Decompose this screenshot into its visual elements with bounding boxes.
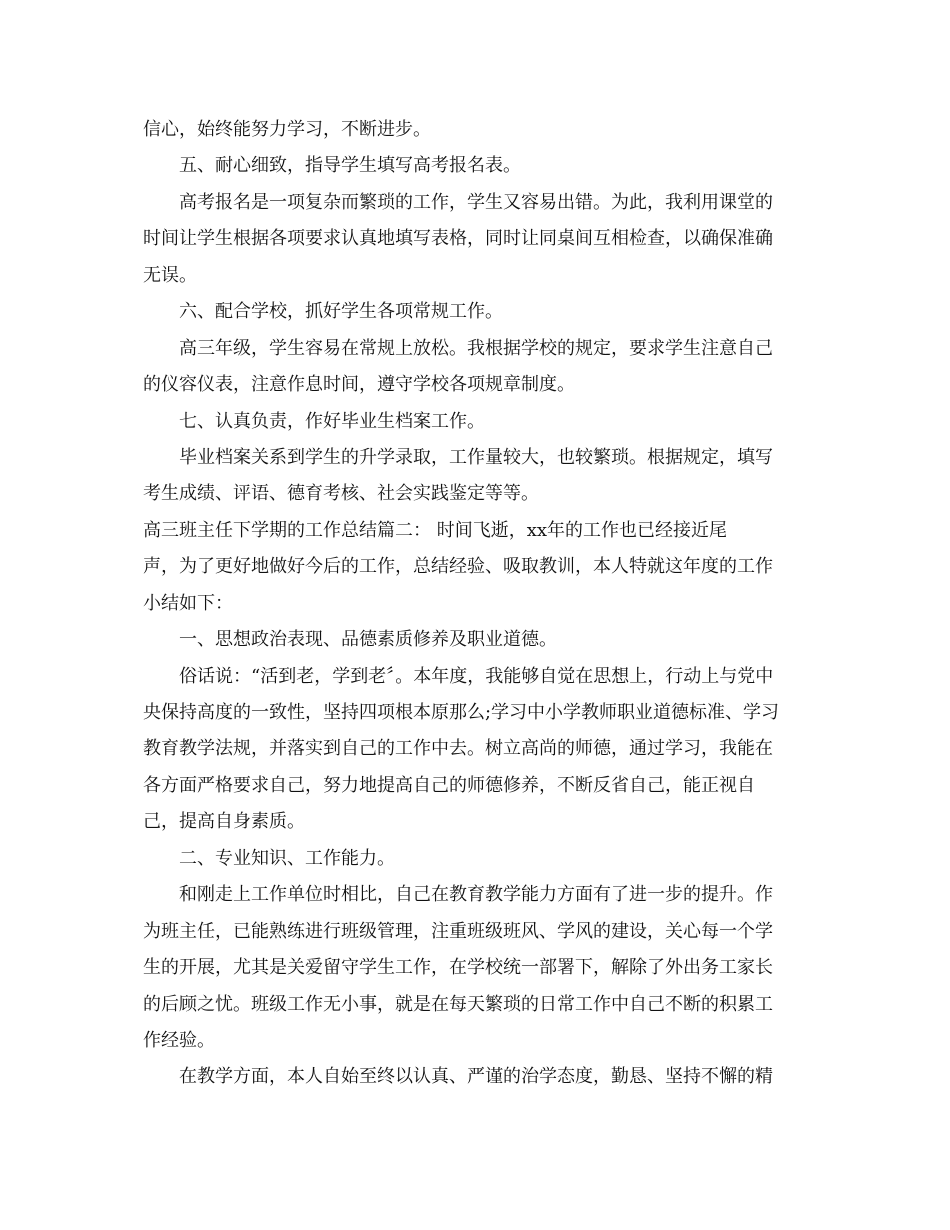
text-line: 作经验。: [143, 1029, 215, 1051]
text-line: 二、专业知识、工作能力。: [179, 847, 395, 869]
text-line: 在教学方面，本人自始至终以认真、严谨的治学态度，勤恳、坚持不懈的精: [179, 1066, 773, 1088]
text-line: 和刚走上工作单位时相比，自己在教育教学能力方面有了进一步的提升。作: [179, 884, 773, 906]
text-line: 高三班主任下学期的工作总结篇二： 时间飞逝，xx年的工作也已经接近尾: [143, 519, 728, 541]
text-line: 为班主任，已能熟练进行班级管理，注重班级班风、学风的建设，关心每一个学: [143, 920, 773, 942]
text-line: 一、思想政治表现、品德素质修养及职业道德。: [179, 629, 557, 651]
text-line: 五、耐心细致，指导学生填写高考报名表。: [179, 155, 521, 177]
text-line: 声，为了更好地做好今后的工作，总结经验、吸取教训，本人特就这年度的工作: [143, 556, 773, 578]
text-line: 无误。: [143, 264, 197, 286]
text-line: 高考报名是一项复杂而繁琐的工作，学生又容易出错。为此，我利用课堂的: [179, 191, 773, 213]
text-line: 生的开展，尤其是关爱留守学生工作，在学校统一部署下，解除了外出务工家长: [143, 957, 773, 979]
text-line: 考生成绩、评语、德育考核、社会实践鉴定等等。: [143, 483, 539, 505]
text-line: 时间让学生根据各项要求认真地填写表格，同时让同桌间互相检查，以确保准确: [143, 228, 773, 250]
text-line: 教育教学法规，并落实到自己的工作中去。树立高尚的师德，通过学习，我能在: [143, 738, 773, 760]
text-line: 七、认真负责，作好毕业生档案工作。: [179, 410, 485, 432]
text-line: 己，提高自身素质。: [143, 811, 305, 833]
text-line: 六、配合学校，抓好学生各项常规工作。: [179, 301, 503, 323]
text-line: 各方面严格要求自己，努力地提高自己的师德修养，不断反省自己，能正视自: [143, 774, 755, 796]
document-body: [143, 112, 811, 1096]
text-line: 信心，始终能努力学习，不断进步。: [143, 119, 431, 140]
text-line: 小结如下：: [143, 592, 233, 614]
text-line: 的后顾之忧。班级工作无小事，就是在每天繁琐的日常工作中自己不断的积累工: [143, 993, 773, 1015]
text-line: 央保持高度的一致性，坚持四项根本原那么;学习中小学教师职业道德标准、学习: [143, 702, 780, 723]
text-line: 俗话说：“活到老，学到老〞。本年度，我能够自觉在思想上，行动上与党中: [179, 665, 774, 687]
text-line: 毕业档案关系到学生的升学录取，工作量较大，也较繁琐。根据规定，填写: [179, 446, 773, 468]
text-line: 的仪容仪表，注意作息时间，遵守学校各项规章制度。: [143, 374, 575, 396]
text-line: 高三年级，学生容易在常规上放松。我根据学校的规定，要求学生注意自己: [179, 337, 773, 359]
